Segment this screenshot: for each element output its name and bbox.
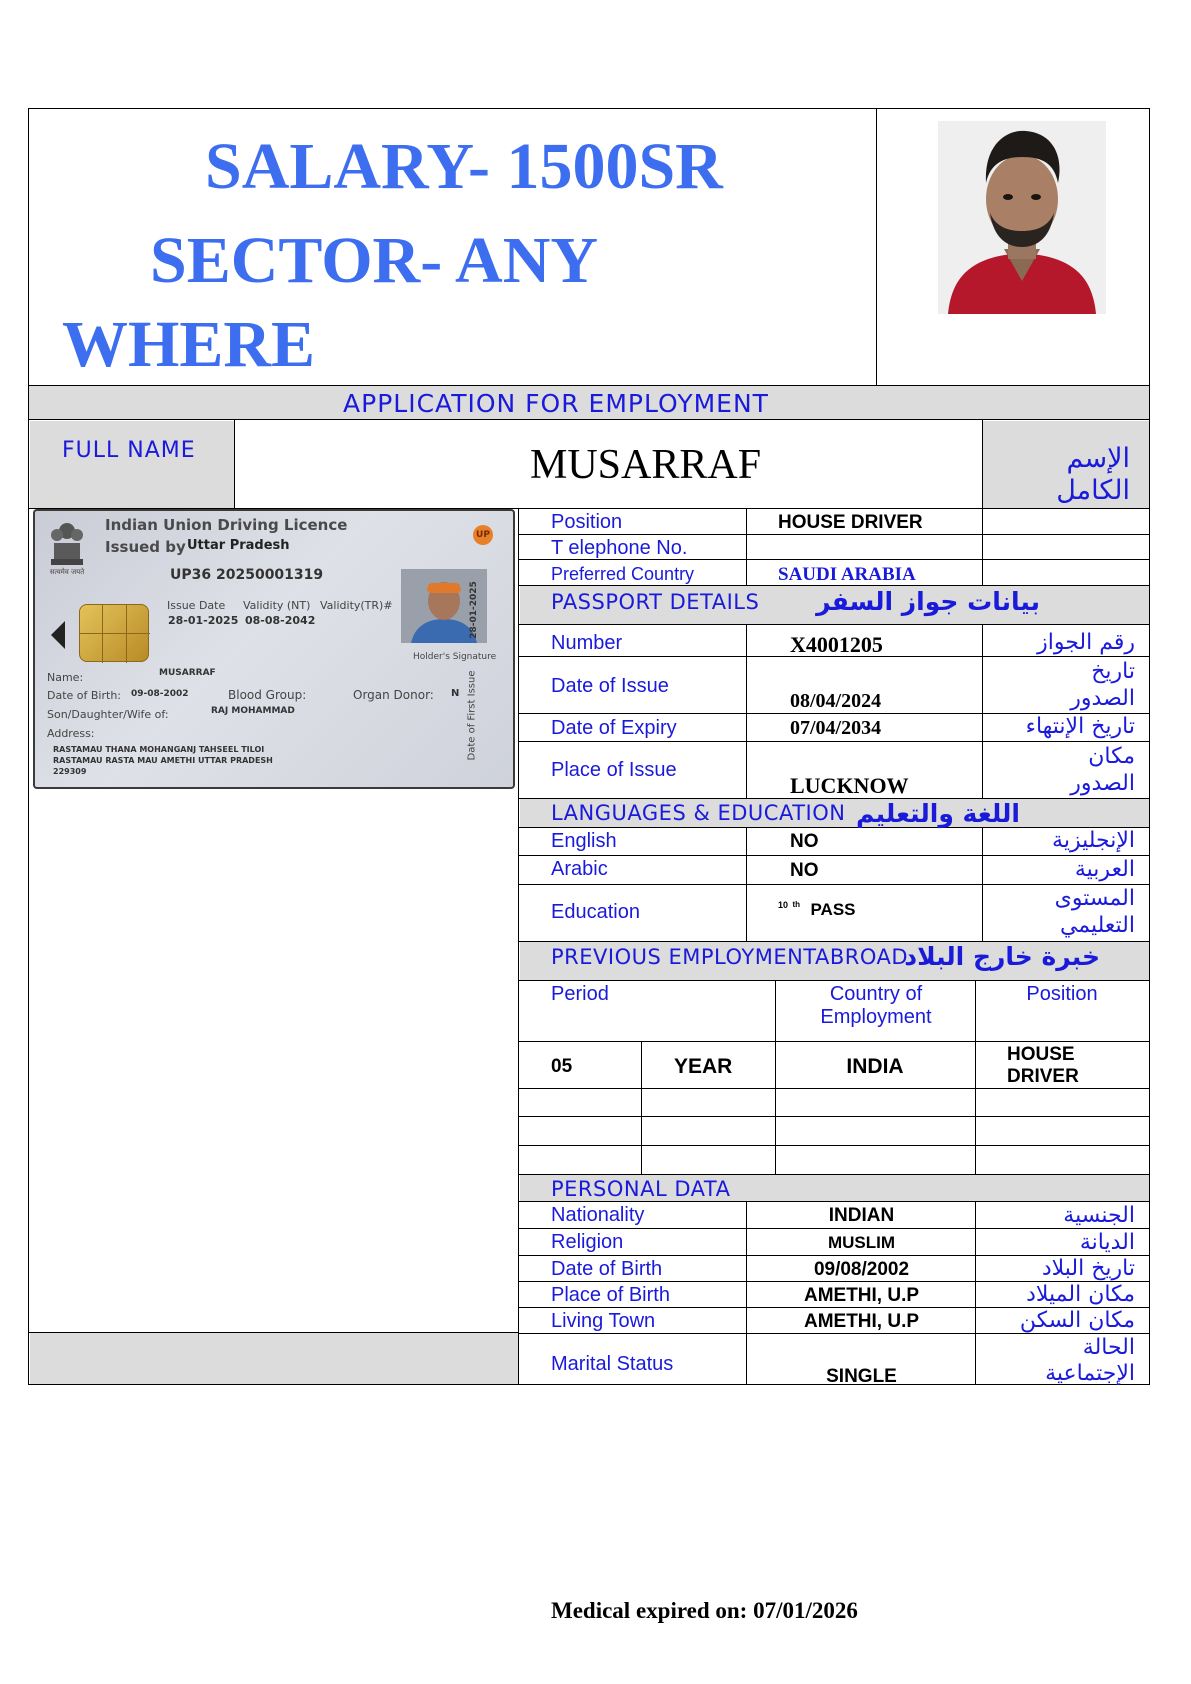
row-line (518, 1116, 1150, 1117)
issue-date-ar-2: الصدور (1070, 686, 1135, 711)
previous-heading: PREVIOUS EMPLOYMENTABROAD (551, 945, 909, 969)
passport-heading-ar: بيانات جواز السفر (816, 587, 1040, 616)
expiry-date-ar: تاريخ الإنتهاء (1025, 714, 1135, 739)
licence-organ-label: Organ Donor: (353, 688, 434, 702)
marital-status-ar-2: الإجتماعية (1045, 1361, 1135, 1386)
driving-licence-card (33, 509, 515, 789)
dob-ar: تاريخ البلاد (1041, 1256, 1135, 1281)
marital-status-value: SINGLE (826, 1366, 897, 1387)
licence-relation: RAJ MOHAMMAD (211, 706, 295, 716)
education-ar-2: التعليمي (1059, 913, 1135, 938)
experience-years: 05 (551, 1056, 573, 1077)
col-line (982, 508, 983, 585)
licence-validity-nt-label: Validity (NT) (243, 599, 311, 612)
education-grade-suffix: th (792, 900, 801, 909)
licence-address-3: 229309 (53, 767, 87, 776)
education-label: Education (551, 901, 640, 923)
religion-value: MUSLIM (827, 1233, 896, 1252)
preferred-country-value: SAUDI ARABIA (778, 564, 916, 585)
place-of-issue-ar-1: مكان (1088, 744, 1135, 769)
licence-name: MUSARRAF (159, 668, 216, 678)
living-town-ar: مكان السكن (1019, 1308, 1135, 1333)
arabic-label: Arabic (551, 858, 608, 880)
chip-icon (79, 604, 149, 662)
full-name-ar-2: الكامل (1056, 475, 1130, 506)
religion-ar: الديانة (1079, 1230, 1135, 1255)
row-line (518, 534, 1150, 535)
col-line (975, 980, 976, 1175)
full-name-ar-1: الإسم (1066, 443, 1130, 474)
dob-value: 09/08/2002 (813, 1259, 910, 1280)
col-line (975, 1201, 976, 1385)
licence-issue-date: 28-01-2025 (168, 614, 239, 627)
experience-position-1: HOUSE (1007, 1044, 1075, 1065)
row-line (518, 884, 1150, 885)
english-ar: الإنجليزية (1052, 828, 1135, 853)
country-col-header-2: Employment (820, 1006, 932, 1028)
licence-address-label: Address: (47, 727, 95, 740)
arrow-left-icon (51, 621, 65, 649)
licence-first-issue (466, 581, 509, 785)
education-value (778, 900, 856, 920)
languages-heading: LANGUAGES & EDUCATION (551, 801, 846, 825)
full-name-label: FULL NAME (62, 438, 196, 463)
licence-first-issue-date: 28-01-2025 (469, 581, 479, 639)
col-line (982, 624, 983, 799)
licence-number: UP36 20250001319 (170, 567, 324, 583)
education-result: PASS (810, 900, 856, 919)
place-of-issue-ar-2: الصدور (1070, 771, 1135, 796)
col-line (746, 624, 747, 799)
arabic-ar: العربية (1074, 857, 1135, 882)
passport-number-ar: رقم الجواز (1037, 630, 1135, 655)
education-ar-1: المستوى (1054, 886, 1135, 911)
row-line (518, 1201, 1150, 1202)
row-line (518, 1174, 1150, 1175)
licence-relation-label: Son/Daughter/Wife of: (47, 708, 169, 721)
licence-issued-by: Uttar Pradesh (187, 538, 290, 553)
state-badge: UP (473, 525, 493, 545)
passport-heading: PASSPORT DETAILS (551, 590, 760, 614)
experience-position-2: DRIVER (1007, 1066, 1079, 1087)
personal-heading: PERSONAL DATA (551, 1177, 731, 1201)
page-title: APPLICATION FOR EMPLOYMENT (343, 389, 769, 418)
education-grade: 10 (778, 900, 789, 910)
licence-first-issue-label: Date of First Issue (466, 670, 478, 761)
preferred-country-label: Preferred Country (551, 564, 695, 584)
religion-label: Religion (551, 1231, 624, 1253)
salary-heading: SALARY- 1500SR (205, 130, 723, 203)
pob-ar: مكان الميلاد (1026, 1282, 1135, 1307)
licence-address-2: RASTAMAU RASTA MAU AMETHI UTTAR PRADESH (53, 756, 273, 765)
row-line (518, 1228, 1150, 1229)
issue-date-ar-1: تاريخ (1091, 659, 1135, 684)
expiry-date-label: Date of Expiry (551, 717, 677, 739)
cell-divider (234, 419, 235, 509)
dob-label: Date of Birth (551, 1258, 663, 1280)
licence-title: Indian Union Driving Licence (105, 516, 348, 534)
left-bottom-cell (30, 1332, 518, 1384)
nationality-ar: الجنسية (1063, 1203, 1135, 1228)
licence-issued-by-label: Issued by (105, 538, 186, 556)
passport-number-label: Number (551, 632, 623, 654)
licence-validity-nt: 08-08-2042 (245, 614, 316, 627)
licence-name-label: Name: (47, 671, 84, 684)
nationality-label: Nationality (551, 1204, 645, 1226)
header-divider (876, 108, 877, 386)
marital-status-label: Marital Status (551, 1353, 674, 1375)
col-line (746, 508, 747, 585)
row-line (518, 980, 1150, 981)
row-line (518, 1145, 1150, 1146)
previous-heading-ar: خبرة خارج البلاد (904, 942, 1100, 971)
licence-dob: 09-08-2002 (131, 689, 189, 699)
sector-heading: SECTOR- ANY (150, 224, 599, 297)
full-name-value: MUSARRAF (530, 442, 762, 488)
pob-label: Place of Birth (551, 1284, 670, 1306)
experience-country: INDIA (846, 1055, 904, 1078)
row-line (518, 741, 1150, 742)
medical-expiry-note: Medical expired on: 07/01/2026 (551, 1598, 858, 1623)
licence-validity-tr-label: Validity(TR)# (320, 599, 393, 612)
english-value: NO (790, 831, 819, 852)
col-line (982, 827, 983, 942)
place-of-issue-value: LUCKNOW (790, 773, 909, 798)
sector-heading-cont: WHERE (62, 308, 316, 381)
row-line (518, 855, 1150, 856)
english-label: English (551, 830, 617, 852)
col-line (641, 1041, 642, 1175)
left-row-line (28, 1332, 519, 1333)
marital-status-ar-1: الحالة (1082, 1335, 1135, 1360)
row-line (518, 1088, 1150, 1089)
position-label: Position (551, 511, 623, 533)
expiry-date-value: 07/04/2034 (790, 717, 882, 739)
experience-unit: YEAR (674, 1055, 733, 1078)
holder-signature-label: Holder's Signature (413, 652, 497, 662)
licence-address-1: RASTAMAU THANA MOHANGANJ TAHSEEL TILOI (53, 745, 265, 754)
cell-divider (982, 419, 983, 509)
col-line (746, 827, 747, 942)
place-of-issue-label: Place of Issue (551, 759, 677, 781)
arabic-value: NO (790, 860, 819, 881)
row-line (518, 1333, 1150, 1334)
col-line (746, 1201, 747, 1385)
position-value: HOUSE DRIVER (778, 512, 923, 533)
living-town-label: Living Town (551, 1310, 656, 1332)
position-col-header: Position (1026, 983, 1098, 1005)
emblem-icon (47, 519, 87, 577)
licence-issue-date-label: Issue Date (167, 599, 226, 612)
applicant-photo (938, 121, 1106, 314)
row-line (518, 624, 1150, 625)
pob-value: AMETHI, U.P (803, 1285, 920, 1306)
col-line (775, 980, 776, 1175)
living-town-value: AMETHI, U.P (803, 1311, 920, 1332)
period-col-header: Period (551, 983, 609, 1005)
passport-number-value: X4001205 (790, 632, 883, 657)
issue-date-label: Date of Issue (551, 675, 669, 697)
licence-organ: N (451, 688, 460, 699)
row-line (518, 1041, 1150, 1042)
issue-date-value: 08/04/2024 (790, 690, 882, 712)
licence-blood-label: Blood Group: (228, 688, 307, 702)
nationality-value: INDIAN (828, 1205, 895, 1226)
languages-heading-ar: اللغة والتعليم (856, 799, 1020, 828)
svg-text:सत्यमेव जयते: सत्यमेव जयते (49, 568, 85, 576)
full-name-label-cell (30, 421, 235, 508)
country-col-header-1: Country of (829, 983, 923, 1005)
telephone-label: T elephone No. (551, 537, 688, 559)
licence-dob-label: Date of Birth: (47, 689, 122, 702)
